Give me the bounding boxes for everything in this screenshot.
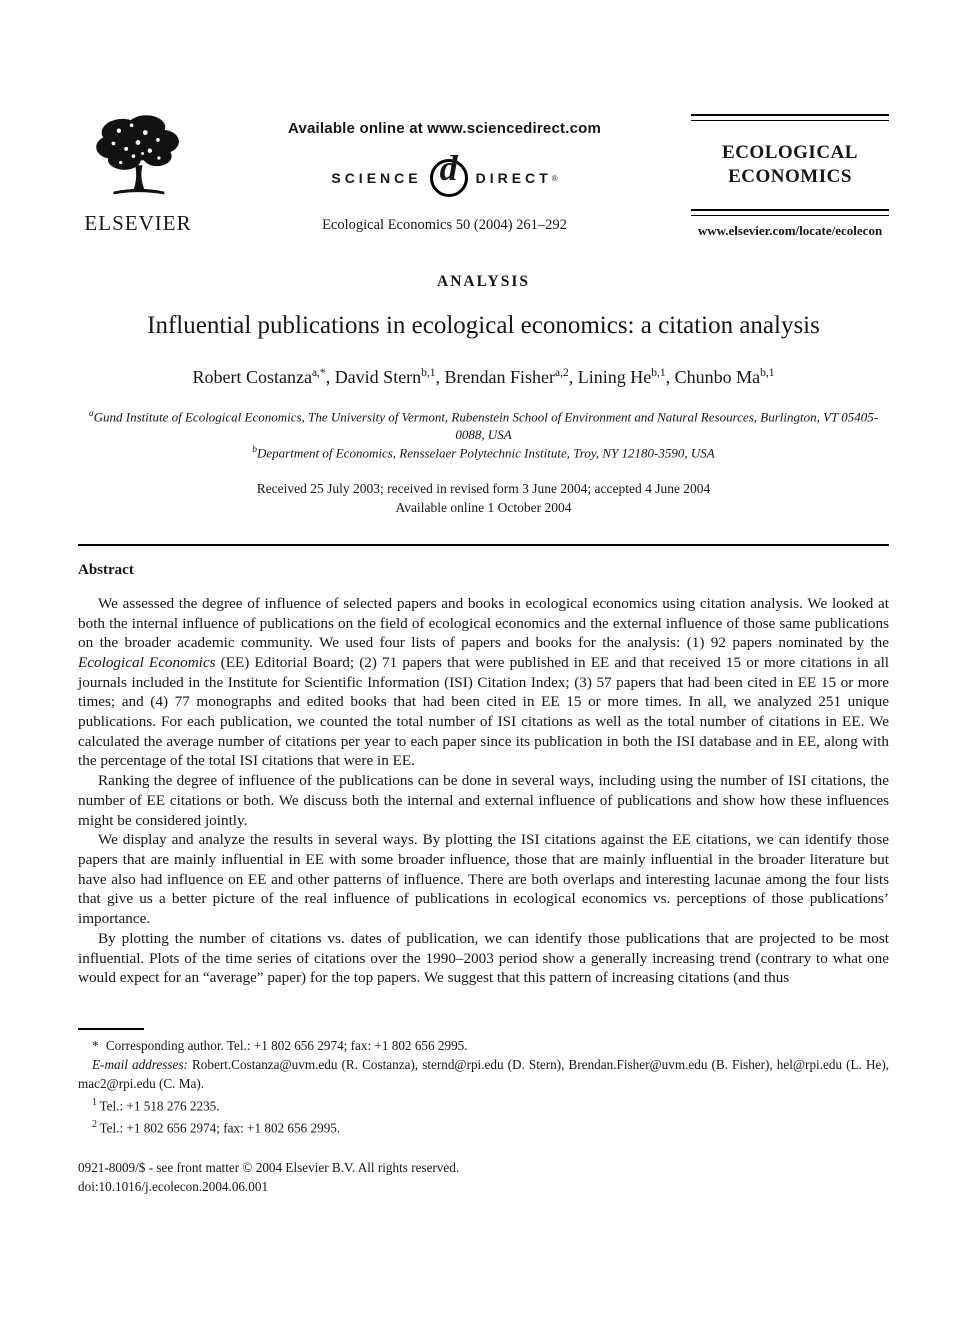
abstract-heading: Abstract	[78, 561, 134, 578]
footnote: * Corresponding author. Tel.: +1 802 656 2974; fax: +1 802 656 2995.	[92, 1037, 468, 1053]
abstract-paragraph: Ranking the degree of influence of the publications can be done in several ways, including using the number of ISI citations, the number of EE citations or both. We discuss both the internal and external influence of publications and show how these influences might be considered jointly.	[78, 772, 889, 829]
issn-copyright-line: 0921-8009/$ - see front matter © 2004 Elsevier B.V. All rights reserved.	[78, 1159, 460, 1175]
available-online-date: Available online 1 October 2004	[395, 500, 572, 516]
doi-line: doi:10.1016/j.ecolecon.2004.06.001	[78, 1178, 269, 1194]
footnotes	[78, 1036, 889, 1138]
sciencedirect-d-icon: d	[430, 159, 468, 197]
masthead	[78, 112, 889, 239]
sciencedirect-science-text: SCIENCE	[331, 170, 422, 186]
footnote: $^1$ Tel.: +1 518 276 2235.	[92, 1096, 220, 1114]
page-footer	[78, 1158, 889, 1196]
abstract-paragraph: We display and analyze the results in several ways. By plotting the ISI citations against the EE citations, we can identify those papers that are mainly influential in EE with some broader influence, those that are mainly influential in the broader literature but have also had influence on EE and other patterns of influence. There are both overlaps and interesting lacunae among the four lists that give us a better picture of the real influence of publications in ecological economics vs. perceptions of those publications’ importance.	[78, 831, 889, 928]
abstract-top-rule	[78, 544, 889, 546]
footnote: E-mail addresses: Robert.Costanza@uvm.edu (R. Costanza), sternd@rpi.edu (D. Stern), Brendan.Fisher@uvm.edu (B. Fisher), hel@rpi.edu (L. He), mac2@rpi.edu (C. Ma).	[78, 1056, 890, 1091]
footnote-marker: *	[92, 1037, 106, 1053]
journal-citation: Ecological Economics 50 (2004) 261–292	[322, 217, 567, 233]
author-name: Brendan Fisher$^{a,2}$	[444, 366, 569, 387]
available-online-text: Available online at www.sciencedirect.com	[287, 120, 602, 137]
journal-name-line2: ECONOMICS	[728, 165, 852, 187]
footnote: $^2$ Tel.: +1 802 656 2974; fax: +1 802 656 2995.	[92, 1119, 341, 1136]
journal-name-line1: ECOLOGICAL	[722, 142, 858, 163]
affiliation: $^b$Department of Economics, Rensselaer Polytechnic Institute, Troy, NY 12180-3590, USA	[252, 445, 715, 461]
abstract-paragraph: We assessed the degree of influence of selected papers and books in ecological economics using citation analysis. We looked at both the internal influence of publications on the field of ecological economics and the external influence of those same publications on the broader academic community. We used four lists of papers and books for the analysis: (1) 92 papers nominated by the Ecological Economics (EE) Editorial Board; (2) 71 papers that were published in EE and that received 15 or more citations in all journals included in the Institute for Scientific Information (ISI) Citation Index; (3) 57 papers that had been cited in EE 15 or more times; and (4) 77 monographs and edited books that had been cited in EE 15 or more times. In all, we analyzed 251 unique publications. For each publication, we counted the total number of ISI citations as well as the total number of citations in EE. We calculated the average number of citations per year to each paper since its publication in both the ISI database and in EE, along with the percentage of the total ISI citations that were in EE.	[78, 594, 890, 770]
author-name: David Stern$^{b,1}$	[334, 366, 436, 387]
banner-rule-bottom	[691, 209, 889, 216]
journal-banner	[691, 112, 889, 239]
article-title: Influential publications in ecological economics: a citation analysis	[147, 311, 820, 339]
author-name: Lining He$^{b,1}$	[577, 366, 666, 387]
author-name: Chunbo Ma$^{b,1}$	[674, 366, 775, 387]
author-name: Robert Costanza$^{a,*}$	[192, 366, 326, 387]
elsevier-wordmark: ELSEVIER	[84, 211, 192, 235]
received-dates: Received 25 July 2003; received in revised form 3 June 2004; accepted 4 June 2004	[256, 480, 711, 496]
registered-mark-icon: ®	[551, 173, 558, 183]
banner-rule-top	[691, 114, 889, 121]
abstract-paragraph: By plotting the number of citations vs. dates of publication, we can identify those publications that are projected to be most influential. Plots of the time series of citations over the 1990–2003 period show a generally increasing trend (contrary to what one would expect for an “average” paper) for the top papers. We suggest that this pattern of increasing citations (and thus	[78, 929, 889, 987]
abstract-body	[78, 594, 889, 988]
masthead-center	[198, 112, 691, 234]
authors-line: Robert Costanza$^{a,*}$, David Stern$^{b,1}$, Brendan Fisher$^{a,2}$, Lining He$^{b,1}$, Chunbo Ma$^{b,1}$	[192, 366, 775, 387]
elsevier-tree-icon	[88, 112, 188, 204]
sciencedirect-direct-text: DIRECT	[475, 170, 552, 186]
sciencedirect-logo	[198, 148, 691, 197]
journal-name	[691, 141, 889, 189]
footnote-marker: 2	[92, 1119, 100, 1131]
journal-url: www.elsevier.com/locate/ecolecon	[697, 222, 883, 238]
footnote-marker: 1	[92, 1096, 100, 1108]
article-history	[78, 479, 889, 518]
section-label: ANALYSIS	[437, 272, 530, 290]
footnote-rule	[78, 1028, 144, 1030]
elsevier-logo	[78, 112, 198, 236]
affiliations	[78, 408, 889, 463]
affiliation: $^a$Gund Institute of Ecological Economics, The University of Vermont, Rubenstein School of Environment and Natural Resources, Burlington, VT 05405-0088, USA	[88, 408, 879, 443]
